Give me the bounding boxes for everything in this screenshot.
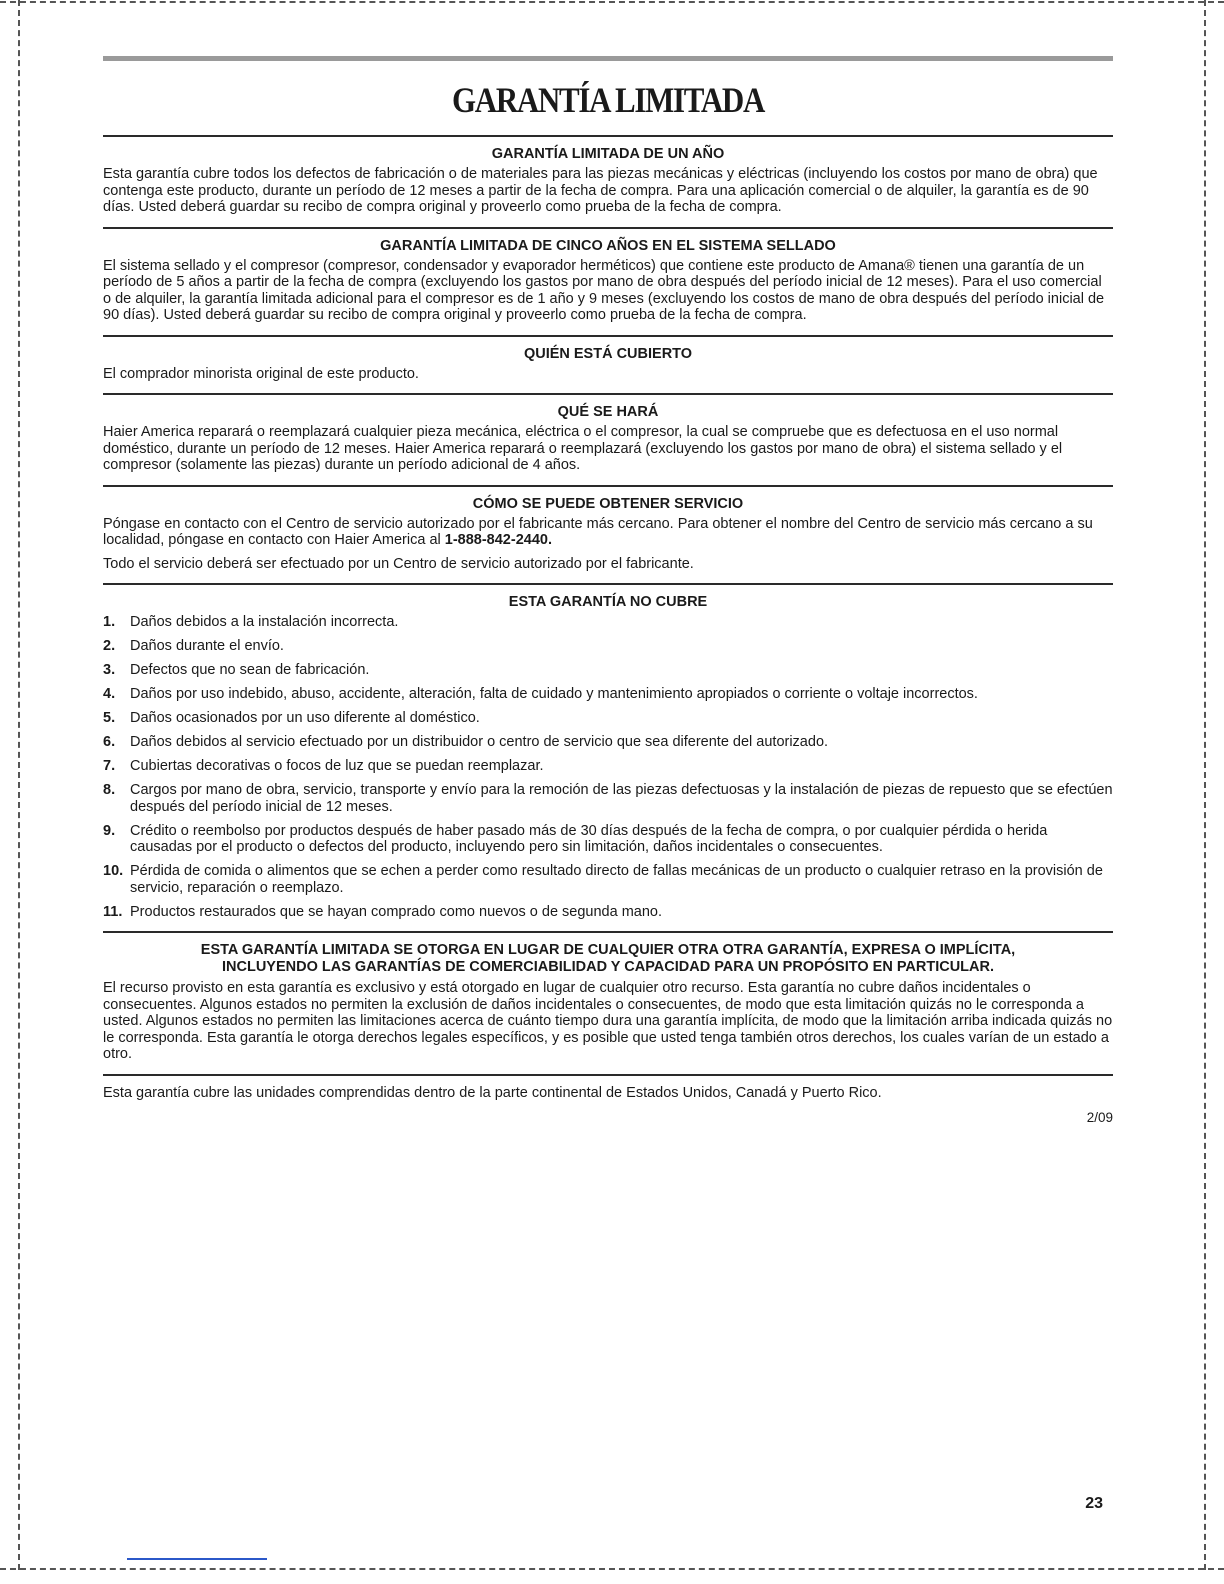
list-item-number: 11. — [103, 903, 123, 920]
section-body: El recurso provisto en esta garantía es exclusivo y está otorgado en lugar de cualquier otro recurso. Esta garantía no cubre daños incidentales o consecuentes. Algunos estados no permiten la exclusión de daños incidentales o consecuentes, de modo que esta limitación quizás no le corresponda a usted. Algunos estados no permiten las limitaciones acerca de cuánto tiempo dura una garantía implícita, de modo que la limitación arriba indicada quizás no le corresponda. Esta garantía le otorga derechos legales específicos, y es posible que usted tenga también otros derechos, los cuales varían de un estado a otro. — [103, 980, 1113, 1062]
list-item-number: 1. — [103, 614, 116, 630]
section-body-secondary: Todo el servicio deberá ser efectuado por un Centro de servicio autorizado por el fabricante. — [103, 555, 694, 572]
service-phone-suffix: . — [547, 532, 552, 548]
section-get-service — [103, 485, 1113, 584]
list-item — [103, 863, 1113, 896]
link-underline-decoration — [127, 1558, 267, 1560]
list-item — [103, 758, 1113, 775]
section-heading — [103, 942, 1113, 976]
list-item-text: Daños ocasionados por un uso diferente al doméstico. — [130, 710, 480, 726]
list-item-text: Cargos por mano de obra, servicio, transporte y envío para la remoción de las piezas defectuosas y la instalación de piezas de repuesto que se efectúen después del período inicial de 12 meses. — [130, 782, 1113, 815]
list-item — [103, 662, 1113, 679]
section-body — [103, 516, 1113, 549]
page-title: GARANTÍA LIMITADA — [451, 80, 765, 120]
section-heading: QUIÉN ESTÁ CUBIERTO — [523, 345, 693, 362]
list-item-number: 6. — [103, 734, 116, 750]
list-item-number: 10. — [103, 863, 124, 879]
section-exclusive-remedy — [103, 931, 1113, 1074]
list-item-number: 5. — [103, 710, 116, 726]
exclusions-list — [103, 614, 1113, 920]
section-five-year — [103, 227, 1113, 335]
section-not-covered — [103, 583, 1113, 931]
list-item — [103, 686, 1113, 703]
section-heading: QUÉ SE HARÁ — [557, 404, 659, 420]
date-code: 2/09 — [1086, 1110, 1113, 1125]
section-heading: GARANTÍA LIMITADA DE CINCO AÑOS EN EL SISTEMA SELLADO — [380, 237, 836, 254]
list-item-text: Cubiertas decorativas o focos de luz que se puedan reemplazar. — [130, 758, 544, 774]
section-heading: GARANTÍA LIMITADA DE UN AÑO — [491, 146, 725, 162]
list-item-text: Daños debidos al servicio efectuado por un distribuidor o centro de servicio que sea diferente del autorizado. — [130, 734, 829, 750]
list-item-text: Defectos que no sean de fabricación. — [130, 662, 370, 678]
list-item-text: Pérdida de comida o alimentos que se echen a perder como resultado directo de fallas mecánicas de un producto o cualquier retraso en la provisión de servicio, reparación o reemplazo. — [130, 863, 1103, 896]
section-what-will-be-done — [103, 393, 1113, 485]
coverage-note: Esta garantía cubre las unidades comprendidas dentro de la parte continental de Estados Unidos, Canadá y Puerto Rico. — [103, 1084, 882, 1101]
list-item — [103, 638, 1113, 655]
cut-border-top — [0, 1, 1224, 3]
list-item-text: Daños durante el envío. — [130, 638, 284, 654]
section-body: El sistema sellado y el compresor (compresor, condensador y evaporador herméticos) que contiene este producto de Amana® tienen una garantía de un período de 5 años a partir de la fecha de compra (excluyendo los gastos por mano de obra después del período inicial de 12 meses). Para el uso comercial o de alquiler, la garantía limitada adicional para el compresor es de 1 año y 9 meses (excluyendo los costos de mano de obra después del período inicial de 90 días). Usted deberá guardar su recibo de compra original y proveerlo como prueba de la fecha de compra. — [103, 257, 1105, 323]
section-heading-line-1: ESTA GARANTÍA LIMITADA SE OTORGA EN LUGAR DE CUALQUIER OTRA OTRA GARANTÍA, EXPRESA O IMPLÍCITA, — [200, 942, 1016, 958]
list-item — [103, 710, 1113, 727]
section-body: Esta garantía cubre todos los defectos de fabricación o de materiales para las piezas mecánicas y eléctricas (incluyendo los costos por mano de obra) que contenga este producto, durante un período de 12 meses a partir de la fecha de compra. Para una aplicación comercial o de alquiler, la garantía es de 90 días. Usted deberá guardar su recibo de compra original y proveerlo como prueba de la fecha de compra. — [103, 166, 1098, 215]
cut-border-right — [1204, 0, 1206, 1570]
list-item-number: 2. — [103, 638, 116, 654]
list-item-text: Daños por uso indebido, abuso, accidente, alteración, falta de cuidado y mantenimiento apropiados o corriente o voltaje incorrectos. — [130, 686, 978, 702]
cut-border-bottom — [0, 1568, 1224, 1570]
service-text: Póngase en contacto con el Centro de servicio autorizado por el fabricante más cercano. Para obtener el nombre del Centro de servicio más cercano a su localidad, póngase en contacto con Haier America al — [103, 515, 1093, 548]
section-heading: CÓMO SE PUEDE OBTENER SERVICIO — [472, 495, 744, 512]
section-heading-line-2: INCLUYENDO LAS GARANTÍAS DE COMERCIABILIDAD Y CAPACIDAD PARA UN PROPÓSITO EN PARTICULAR. — [221, 959, 995, 975]
section-heading: ESTA GARANTÍA NO CUBRE — [508, 594, 708, 610]
warranty-page — [103, 56, 1113, 1136]
list-item-text: Crédito o reembolso por productos después de haber pasado más de 30 días después de la fecha de compra, o por cualquier pérdida o herida causadas por el producto o defectos del producto, incluyendo pero sin limitación, daños incidentales o consecuentes. — [130, 822, 1048, 855]
section-body: Haier America reparará o reemplazará cualquier pieza mecánica, eléctrica o el compresor, la cual se compruebe que es defectuosa en el uso normal doméstico, durante un período de 12 meses. Haier America reparará o reemplazará (excluyendo los gastos por mano de obra) el sistema sellado y el compresor (solamente las piezas) durante un período adicional de 4 años. — [103, 424, 1063, 473]
list-item — [103, 734, 1113, 751]
list-item-number: 9. — [103, 822, 116, 839]
section-one-year — [103, 135, 1113, 227]
list-item-number: 3. — [103, 662, 116, 678]
list-item — [103, 614, 1113, 631]
section-who-covered — [103, 335, 1113, 394]
cut-border-left — [18, 0, 20, 1570]
section-body: El comprador minorista original de este producto. — [103, 365, 419, 382]
list-item — [103, 823, 1113, 856]
list-item-number: 4. — [103, 686, 116, 702]
page-number: 23 — [1085, 1495, 1103, 1512]
top-rule — [103, 56, 1113, 61]
list-item-text: Daños debidos a la instalación incorrecta. — [130, 614, 399, 630]
list-item — [103, 782, 1113, 815]
list-item-number: 7. — [103, 758, 116, 774]
list-item-number: 8. — [103, 782, 116, 798]
list-item-text: Productos restaurados que se hayan comprado como nuevos o de segunda mano. — [130, 903, 663, 920]
list-item — [103, 904, 1113, 921]
section-coverage-note — [103, 1074, 1113, 1137]
service-phone-number: 1-888-842-2440 — [444, 532, 548, 548]
